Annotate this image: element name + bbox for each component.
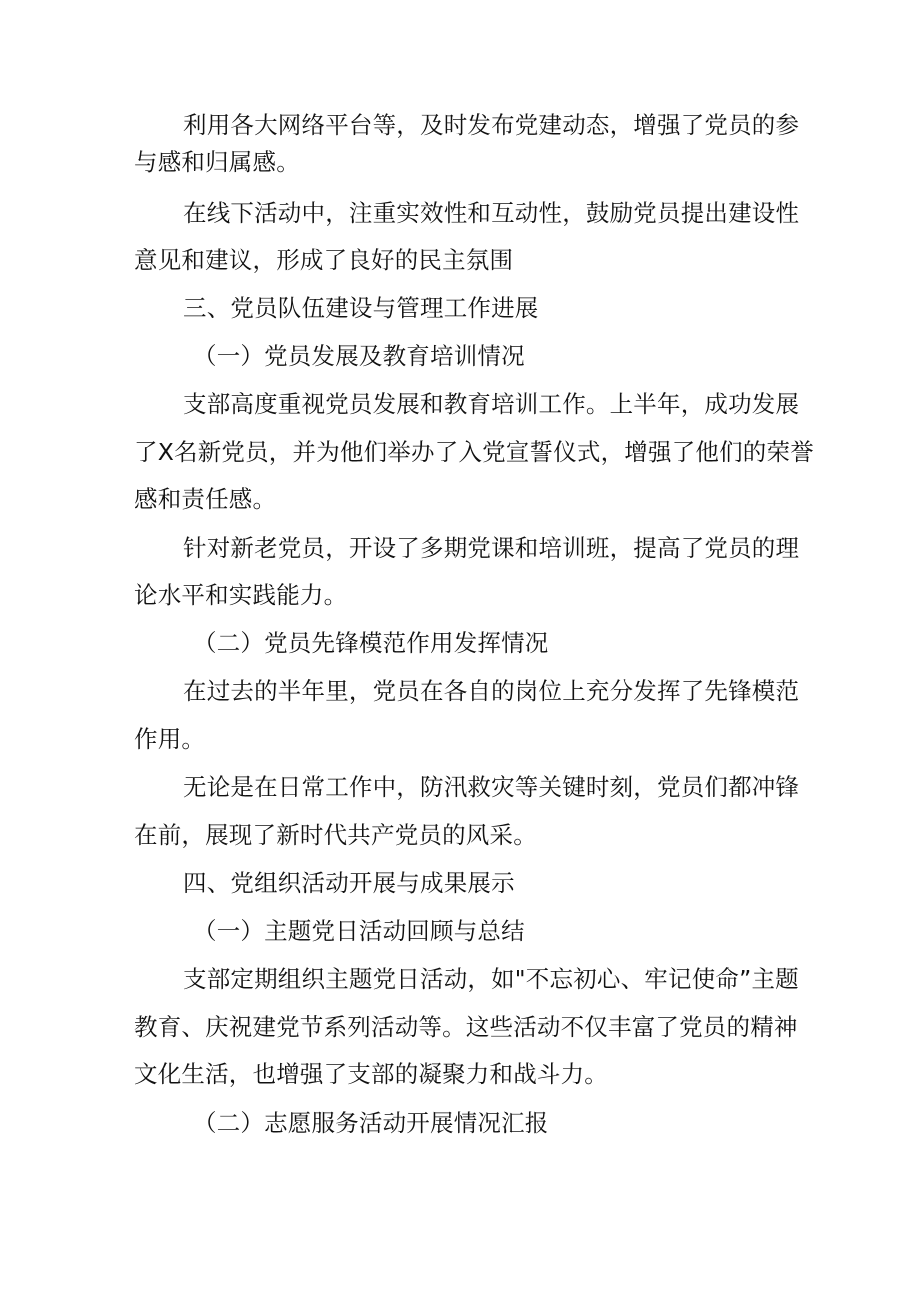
paragraph-line: 在过去的半年里，党员在各自的岗位上充分发挥了先锋模范 xyxy=(183,677,800,705)
subsection-heading: （一）党员发展及教育培训情况 xyxy=(193,342,525,370)
paragraph-line: 了X名新党员，并为他们举办了入党宣誓仪式，增强了他们的荣誉 xyxy=(134,438,814,466)
paragraph-line: 论水平和实践能力。 xyxy=(134,581,348,609)
paragraph-line: 利用各大网络平台等，及时发布党建动态，增强了党员的参 xyxy=(183,111,800,139)
section-heading: 三、党员队伍建设与管理工作进展 xyxy=(183,294,539,322)
paragraph-line: 作用。 xyxy=(134,725,206,753)
paragraph-line: 与感和归属感。 xyxy=(134,148,300,176)
paragraph-line: 无论是在日常工作中，防汛救灾等关键时刻，党员们都冲锋 xyxy=(183,773,800,801)
paragraph-line: 支部高度重视党员发展和教育培训工作。上半年，成功发展 xyxy=(183,390,800,418)
paragraph-line: 教育、庆祝建党节系列活动等。这些活动不仅丰富了党员的精神 xyxy=(134,1013,798,1041)
section-heading: 四、党组织活动开展与成果展示 xyxy=(183,869,515,897)
paragraph-line: 在前，展现了新时代共产党员的风采。 xyxy=(134,821,537,849)
paragraph-line: 在线下活动中，注重实效性和互动性，鼓励党员提出建设性 xyxy=(183,199,800,227)
paragraph-line: 意见和建议，形成了良好的民主氛围 xyxy=(134,246,514,274)
subsection-heading: （二）志愿服务活动开展情况汇报 xyxy=(193,1109,549,1137)
subsection-heading: （一）主题党日活动回顾与总结 xyxy=(193,917,525,945)
paragraph-line: 文化生活，也增强了支部的凝聚力和战斗力。 xyxy=(134,1060,608,1088)
paragraph-line: 支部定期组织主题党日活动，如"不忘初心、牢记使命”主题 xyxy=(183,965,799,993)
subsection-heading: （二）党员先锋模范作用发挥情况 xyxy=(193,629,549,657)
paragraph-line: 感和责任感。 xyxy=(134,485,277,513)
paragraph-line: 针对新老党员，开设了多期党课和培训班，提高了党员的理 xyxy=(183,534,800,562)
